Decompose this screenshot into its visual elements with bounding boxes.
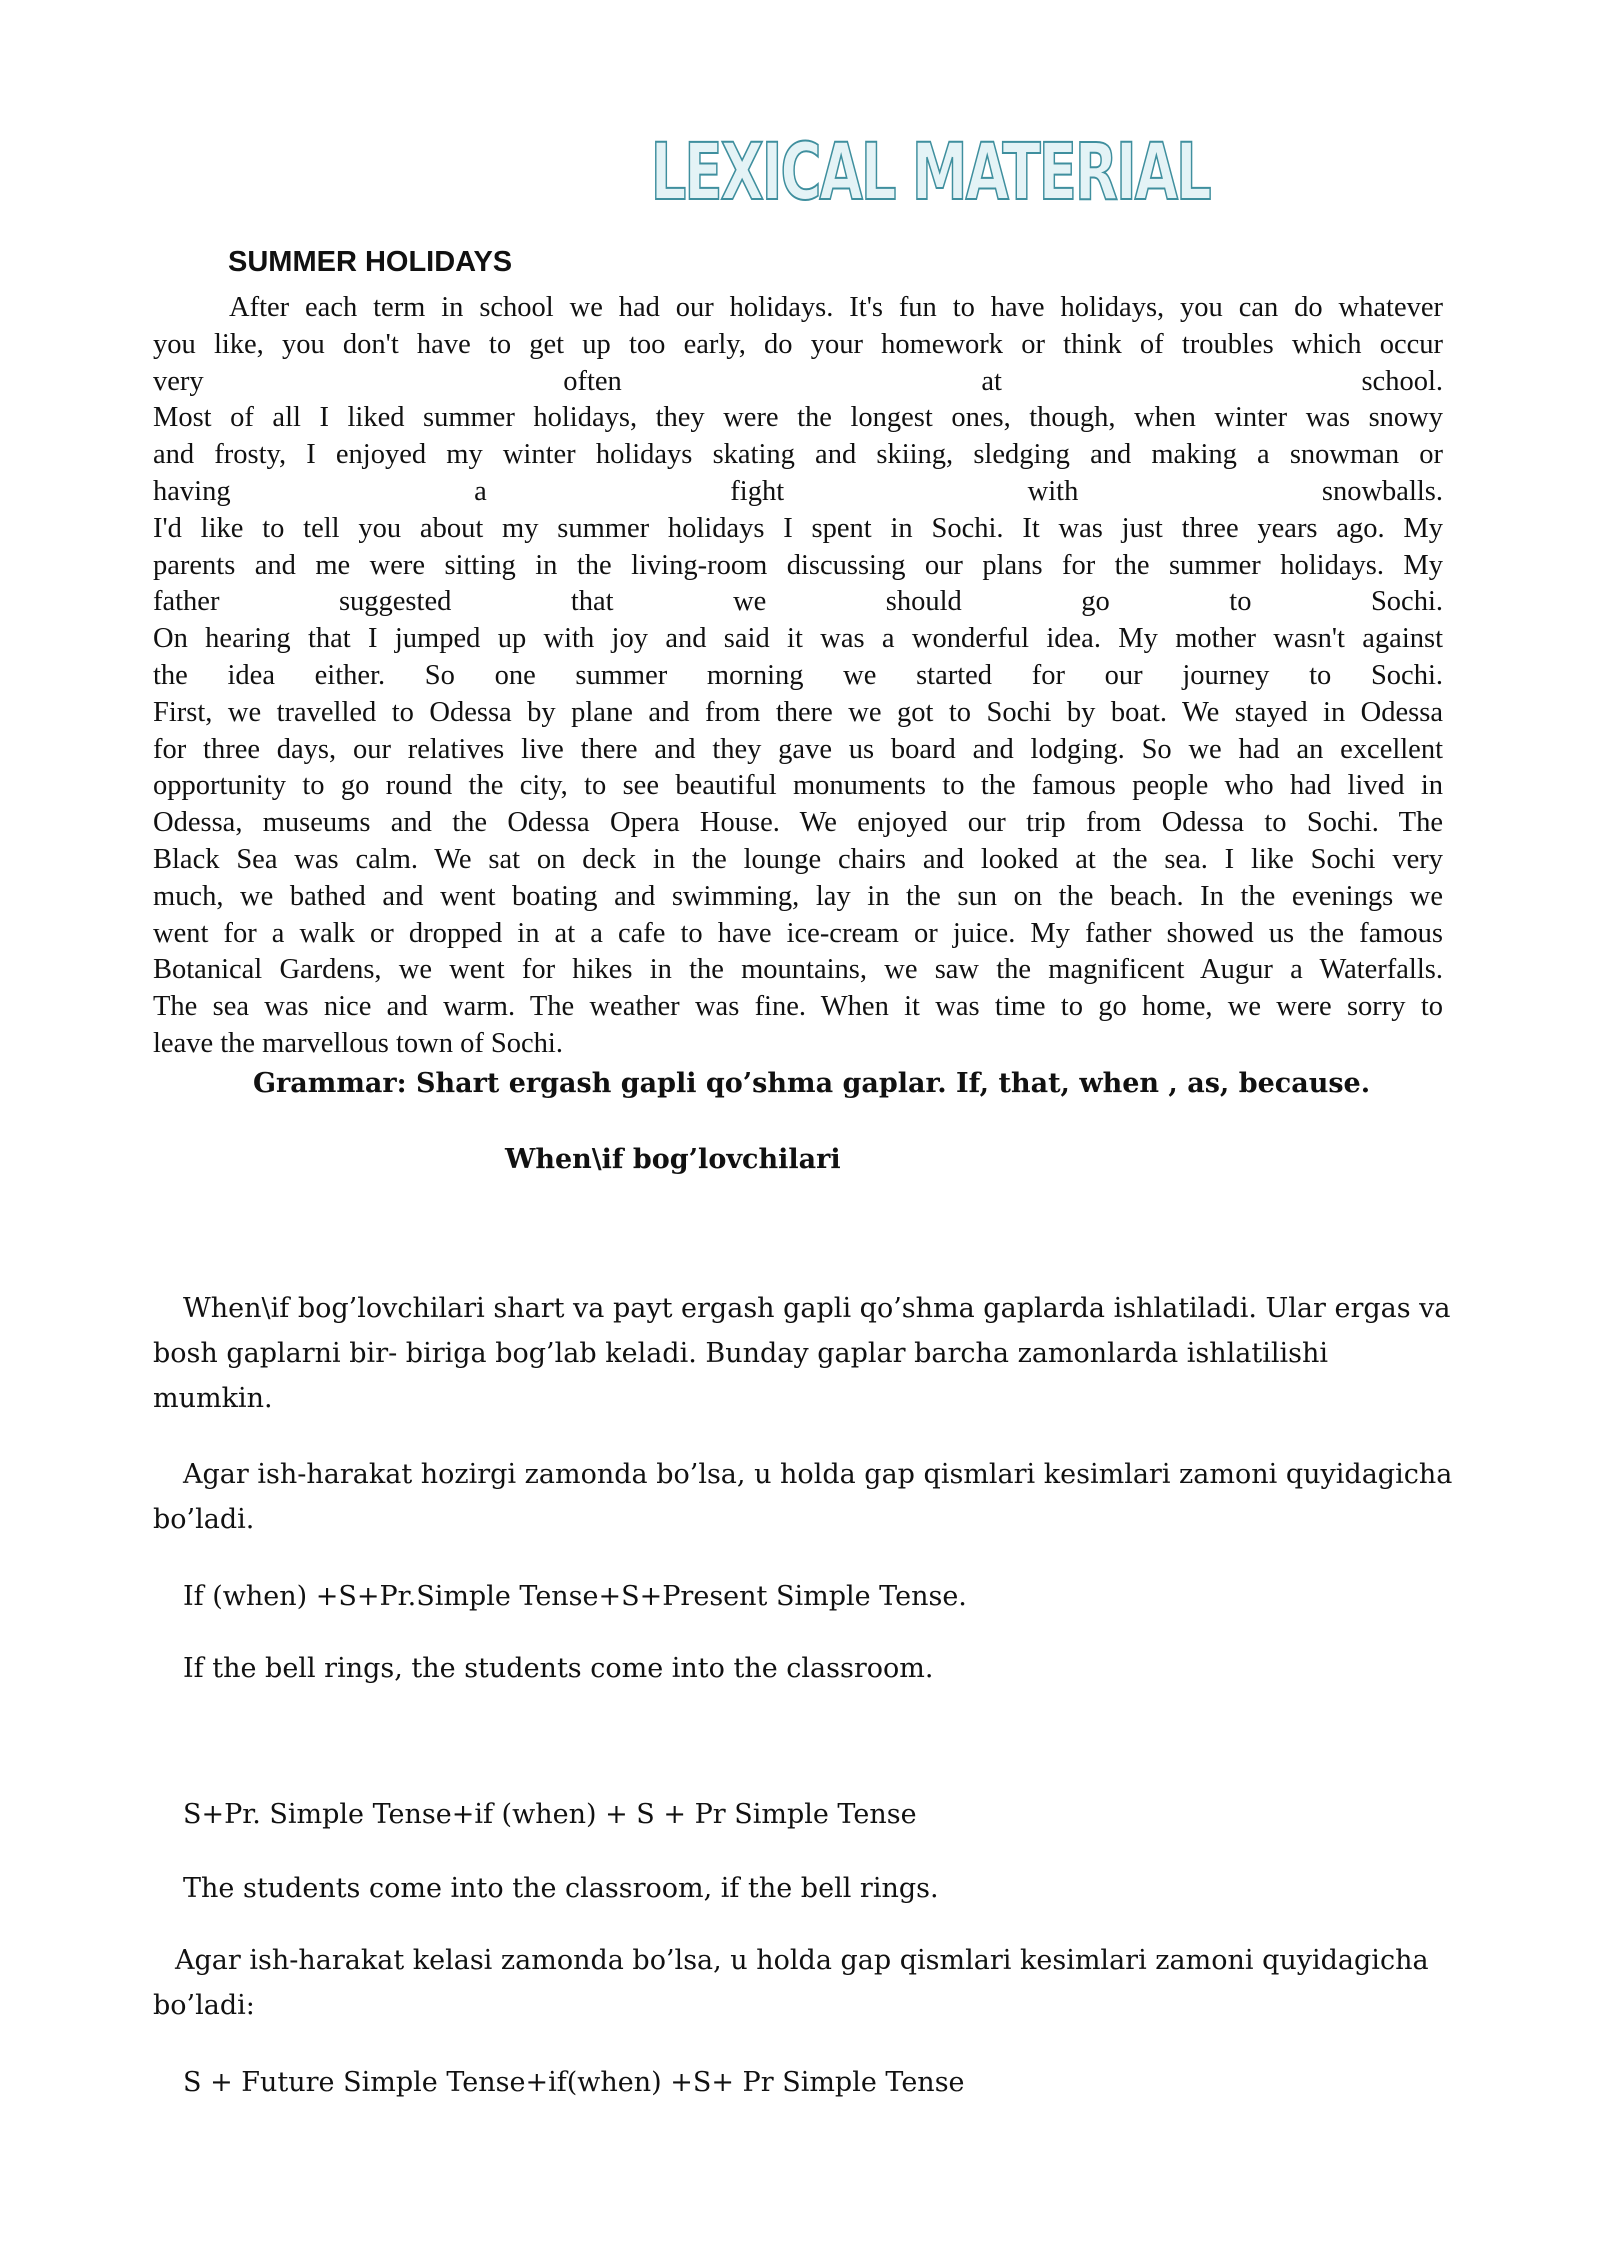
present-rule-paragraph: Agar ish-harakat hozirgi zamonda bo’lsa, u holda gap qismlari kesimlari zamoni quyidagicha bo’ladi. bbox=[153, 1459, 1453, 1535]
summer-holidays-title: SUMMER HOLIDAYS bbox=[228, 246, 513, 278]
story-text bbox=[153, 290, 1443, 1063]
formula-3 bbox=[153, 2060, 1453, 2105]
example-1-text: If the bell rings, the students come into the classroom. bbox=[183, 1653, 934, 1684]
lexical-material-banner bbox=[640, 118, 1220, 228]
present-rule bbox=[153, 1452, 1453, 1542]
formula-1 bbox=[153, 1574, 1453, 1619]
example-2 bbox=[153, 1866, 1453, 1911]
grammar-intro-paragraph: When\if bog’lovchilari shart va payt ergash gapli qo’shma gaplarda ishlatiladi. Ular ergas va bosh gaplarni bir- biriga bog’lab keladi. Bunday gaplar barcha zamonlarda ishlatilishi mumkin. bbox=[153, 1293, 1451, 1414]
story-line: On hearing that I jumped up with joy and said it was a wonderful idea. My mother wasn't against bbox=[153, 623, 1443, 655]
story-line: and frosty, I enjoyed my winter holidays skating and skiing, sledging and making a snowman or bbox=[153, 439, 1443, 471]
story-line: opportunity to go round the city, to see beautiful monuments to the famous people who had lived in bbox=[153, 770, 1443, 802]
story-line: much, we bathed and went boating and swimming, lay in the sun on the beach. In the evenings we bbox=[153, 880, 1443, 912]
formula-2-text: S+Pr. Simple Tense+if (when) + S + Pr Simple Tense bbox=[183, 1799, 917, 1830]
story-line: Botanical Gardens, we went for hikes in the mountains, we saw the magnificent Augur a Waterfalls. bbox=[153, 954, 1443, 986]
story-line: I'd like to tell you about my summer holidays I spent in Sochi. It was just three years ago. My bbox=[153, 512, 1443, 544]
story-line: leave the marvellous town of Sochi. bbox=[153, 1027, 563, 1059]
grammar-intro bbox=[153, 1286, 1453, 1421]
story-line: the idea either. So one summer morning we started for our journey to Sochi. bbox=[153, 659, 1443, 691]
future-rule bbox=[153, 1938, 1453, 2028]
grammar-heading: Grammar: Shart ergash gapli qo’shma gaplar. If, that, when , as, because. bbox=[253, 1068, 1371, 1099]
formula-1-text: If (when) +S+Pr.Simple Tense+S+Present Simple Tense. bbox=[183, 1581, 967, 1612]
story-line: very often at school. bbox=[153, 365, 1443, 397]
story-line: parents and me were sitting in the living-room discussing our plans for the summer holidays. My bbox=[153, 549, 1443, 581]
story-line: went for a walk or dropped in at a cafe to have ice-cream or juice. My father showed us the famous bbox=[153, 917, 1443, 949]
when-if-subheading: When\if bog’lovchilari bbox=[505, 1144, 841, 1175]
story-line: father suggested that we should go to Sochi. bbox=[153, 586, 1443, 618]
story-line: Most of all I liked summer holidays, they were the longest ones, though, when winter was snowy bbox=[153, 402, 1443, 434]
story-line: First, we travelled to Odessa by plane and from there we got to Sochi by boat. We stayed in Odessa bbox=[153, 696, 1443, 728]
story-line: for three days, our relatives live there and they gave us board and lodging. So we had an excellent bbox=[153, 733, 1443, 765]
formula-2 bbox=[153, 1792, 1453, 1837]
story-line: Black Sea was calm. We sat on deck in the lounge chairs and looked at the sea. I like Sochi very bbox=[153, 843, 1443, 875]
story-line: you like, you don't have to get up too early, do your homework or think of troubles which occur bbox=[153, 328, 1443, 360]
example-2-text: The students come into the classroom, if the bell rings. bbox=[183, 1873, 939, 1904]
story-line: The sea was nice and warm. The weather was fine. When it was time to go home, we were sorry to bbox=[153, 991, 1443, 1023]
story-line: having a fight with snowballs. bbox=[153, 475, 1443, 507]
formula-3-text: S + Future Simple Tense+if(when) +S+ Pr Simple Tense bbox=[183, 2067, 965, 2098]
story-line: After each term in school we had our holidays. It's fun to have holidays, you can do whatever bbox=[229, 292, 1443, 323]
story-line: Odessa, museums and the Odessa Opera House. We enjoyed our trip from Odessa to Sochi. The bbox=[153, 807, 1443, 839]
example-1 bbox=[153, 1646, 1453, 1691]
banner-title: LEXICAL MATERIAL bbox=[650, 128, 1210, 218]
future-rule-paragraph: Agar ish-harakat kelasi zamonda bo’lsa, u holda gap qismlari kesimlari zamoni quyidagicha bo’ladi: bbox=[153, 1945, 1429, 2021]
